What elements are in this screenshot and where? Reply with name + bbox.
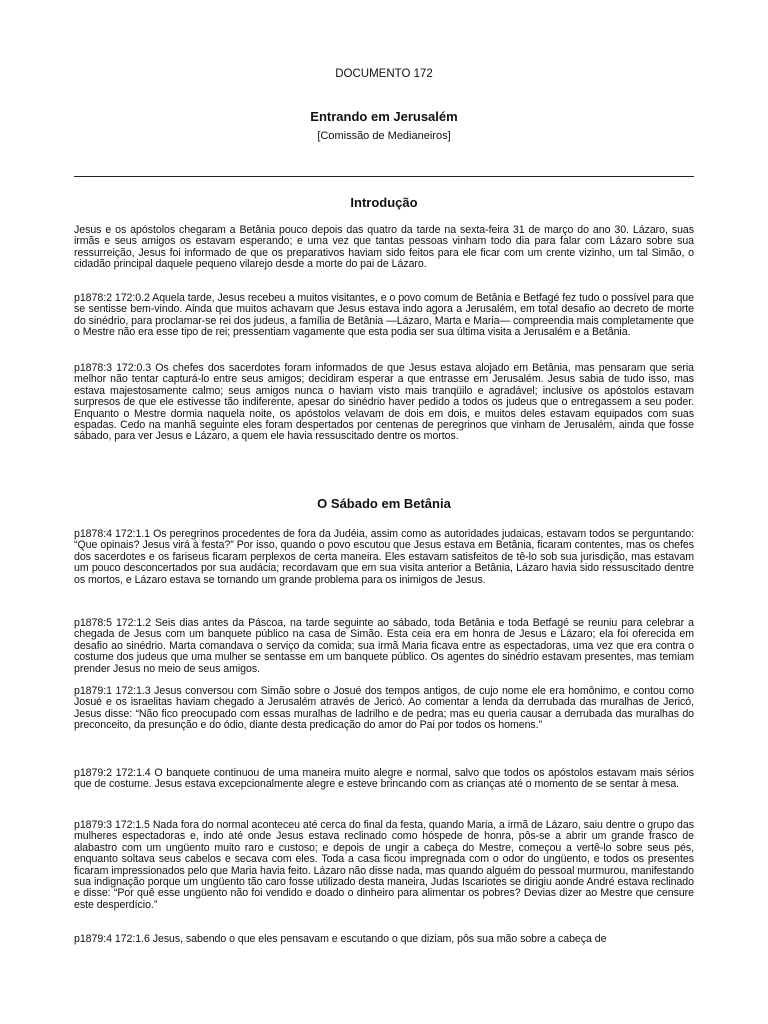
paragraph: p1879:2 172:1.4 O banquete continuou de uma maneira muito alegre e normal, salvo que todos os apóstolos estavam mais sérios que de costume. Jesus estava excepcionalmente alegre e esteve brincando com as crianças até o momento de se sentar à mesa. (74, 767, 694, 791)
paragraph: p1879:3 172:1.5 Nada fora do normal aconteceu até cerca do final da festa, quando Maria, a irmã de Lázaro, saiu dentre o grupo das mulheres espectadoras e, indo até onde Jesus estava reclinado como hóspede de honra, pôs-se a abrir um grande frasco de alabastro com um ungüento muito raro e custoso; e depois de ungir a cabeça do Mestre, começou a vertê-lo sobre seus pés, enquanto soltava seus cabelos e secava com eles. Toda a casa ficou impregnada com o odor do ungüento, e todos os presentes ficaram impressionados pelo que Maria havia feito. Lázaro não disse nada, mas quando alguém do pessoal murmurou, manifestando sua indignação porque um ungüento tão caro fosse utilizado desta maneira, Judas Iscariotes se dirigiu aonde André estava reclinado e disse: “Por quê esse ungüento não foi vendido e doado o dinheiro para alimentar os pobres? Devias dizer ao Mestre que censure este desperdício.” (74, 819, 694, 911)
paragraph: p1879:1 172:1.3 Jesus conversou com Simão sobre o Josué dos tempos antigos, de cujo nome ele era homônimo, e contou como Josué e os israelitas haviam chegado a Jerusalém através de Jericó. Ao comentar a lenda da derrubada das muralhas de Jericó, Jesus disse: “Não fico preocupado com essas muralhas de ladrilho e de pedra; mas eu queria causar a derrubada das muralhas do preconceito, da presunção e do ódio, diante desta predicação do amor do Pai por todos os homens.” (74, 685, 694, 732)
document-title: Entrando em Jerusalém (310, 109, 458, 124)
horizontal-rule (74, 176, 694, 177)
paragraph: p1878:5 172:1.2 Seis dias antes da Páscoa, na tarde seguinte ao sábado, toda Betânia e toda Betfagé se reuniu para celebrar a chegada de Jesus com um banquete público na casa de Simão. Esta ceia era em honra de Jesus e Lázaro; ela foi oferecida em desafio ao sinédrio. Marta comandava o serviço da comida; sua irmã Maria ficava entre as espectadoras, uma vez que era contra o costume dos judeus que uma mulher se sentasse em um banquete público. Os agentes do sinédrio estavam presentes, mas temiam prender Jesus no meio de seus amigos. (74, 617, 694, 675)
paragraph: Jesus e os apóstolos chegaram a Betânia pouco depois das quatro da tarde na sexta-feira 31 de março do ano 30. Lázaro, suas irmãs e seus amigos os estavam esperando; e uma vez que tantas pessoas vinham todo dia para falar com Lázaro sobre sua ressurreição, Jesus foi informado de que os preparativos haviam sido feitos para ele ficar com um crente vizinho, um tal Simão, o cidadão principal daquele pequeno vilarejo desde a morte do pai de Lázaro. (74, 224, 694, 271)
section-heading-introducao: Introdução (350, 195, 418, 210)
paragraph: p1879:4 172:1.6 Jesus, sabendo o que eles pensavam e escutando o que diziam, pôs sua mão sobre a cabeça de (74, 933, 607, 945)
paragraph: p1878:2 172:0.2 Aquela tarde, Jesus recebeu a muitos visitantes, e o povo comum de Betânia e Betfagé fez tudo o possível para que se sentisse bem-vindo. Ainda que muitos achavam que Jesus estava indo agora a Jerusalém, em total desafio ao decreto de morte do sinédrio, para proclamar-se rei dos judeus, a família de Betânia —Lázaro, Marta e Maria— compreendia mais completamente que o Mestre não era esse tipo de rei; pressentiam vagamente que esta podia ser sua última visita a Jerusalém e a Betânia. (74, 292, 694, 339)
document-author: [Comissão de Medianeiros] (317, 130, 451, 142)
paragraph: p1878:4 172:1.1 Os peregrinos procedentes de fora da Judéia, assim como as autoridades judaicas, estavam todos se perguntando: “Que opinais? Jesus virá à festa?” Por isso, quando o povo escutou que Jesus estava em Betânia, ficaram contentes, mas os chefes dos sacerdotes e os fariseus ficaram perplexos de certa maneira. Eles estavam satisfeitos de tê-lo sob sua jurisdição, mas estavam um pouco desconcertados por sua audácia; recordavam que em sua visita anterior a Betânia, Lázaro havia sido ressuscitado dentre os mortos, e Lázaro estava se tornando um grande problema para os inimigos de Jesus. (74, 528, 694, 586)
paragraph: p1878:3 172:0.3 Os chefes dos sacerdotes foram informados de que Jesus estava alojado em Betânia, mas pensaram que seria melhor não tentar capturá-lo entre seus amigos; decidiram esperar a que entrasse em Jerusalém. Jesus sabia de tudo isso, mas estava majestosamente calmo; seus amigos nunca o haviam visto mais tranqüilo e agradável; inclusive os apóstolos estavam surpresos de que ele estivesse tão indiferente, apesar do sinédrio haver pedido a todos os judeus que o entregassem a seu poder. Enquanto o Mestre dormia naquela noite, os apóstolos velavam de dois em dois, e muitos deles estavam equipados com suas espadas. Cedo na manhã seguinte eles foram despertados por centenas de peregrinos que vinham de Jerusalém, ainda que fosse sábado, para ver Jesus e Lázaro, a quem ele havia ressuscitado dentre os mortos. (74, 362, 694, 443)
document-number: DOCUMENTO 172 (335, 68, 433, 80)
section-heading-sabado-em-betania: O Sábado em Betânia (317, 496, 451, 511)
